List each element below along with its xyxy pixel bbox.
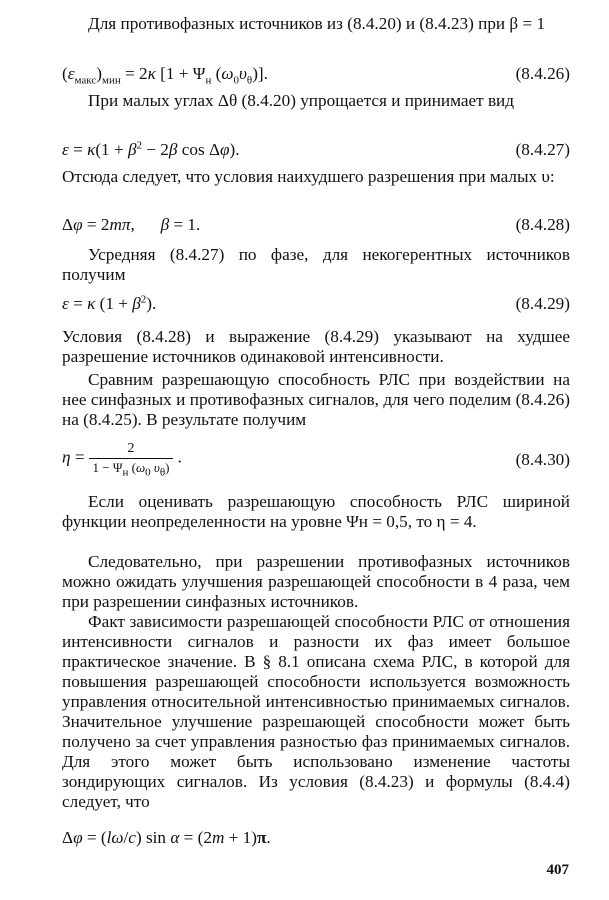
equation-phase-difference: [62, 828, 570, 850]
paragraph-fact: Факт зависимости разрешающей способности РЛС от отношения интенсивности сигналов и разности их фаз имеет большое практическое значение. В § 8.1 описана схема РЛС, в которой для повышения разрешающей способности используется возможность управления относительной интенсивностью принимаемых сигналов. Значительное улучшение разрешающей способности может быть получено за счет управления разностью фаз принимаемых сигналов. Для этого может быть использовано изменение частоты зондирующих сигналов. Из условия (8.4.23) и формулы (8.4.4) следует, что: [62, 612, 570, 811]
paragraph-ambiguity-width: Если оценивать разрешающую способность РЛС шириной функции неопределенности на уровне Ψн = 0,5, то η = 4.: [62, 492, 570, 531]
paragraph-worst-resolution: Отсюда следует, что условия наихудшего разрешения при малых υ:: [62, 167, 555, 186]
paragraph-averaging: Усредняя (8.4.27) по фазе, для некогерентных источников получим: [62, 245, 570, 284]
equation-number: (8.4.29): [515, 294, 570, 313]
paragraph-antiphase-intro: Для противофазных источников из (8.4.20) и (8.4.23) при β = 1: [88, 14, 546, 33]
equation-8-4-27: [62, 140, 570, 162]
fraction: [89, 440, 174, 477]
equation-8-4-29: [62, 294, 570, 316]
equation-number: (8.4.30): [515, 450, 570, 469]
equation-number: (8.4.28): [515, 215, 570, 234]
equation-formula: Δφ = (lω/c) sin α = (2m + 1)π.: [62, 828, 271, 847]
paragraph-conditions: Условия (8.4.28) и выражение (8.4.29) указывают на худшее разрешение источников одинаковой интенсивности.: [62, 327, 570, 366]
equation-formula: η = $\frac{2}{1 - \Psi_н (\omega_0 \upsilon_\theta)}$ .: [62, 441, 182, 479]
paragraph-compare: Сравним разрешающую способность РЛС при воздействии на нее синфазных и противофазных сигналов, для чего поделим (8.4.26) на (8.4.25). В результате получим: [62, 370, 570, 429]
equation-8-4-30: [62, 440, 570, 480]
page-number: 407: [546, 862, 569, 878]
equation-formula: Δφ = 2mπ, β = 1.: [62, 215, 201, 234]
equation-formula: $(\varepsilon_{макс})_{мин} = 2\kappa$ [$1 + \Psi_н$ $(\omega_0\upsilon_\theta)$].: [62, 64, 268, 87]
paragraph-small-angles: При малых углах Δθ (8.4.20) упрощается и принимает вид: [88, 91, 515, 110]
equation-formula: ε = κ $(1 + \beta^2)$.: [62, 293, 157, 313]
equation-formula: $\varepsilon = \kappa(1 + \beta^2 - 2\beta$ cos Δφ).: [62, 139, 240, 159]
fraction-denominator: $1 - \Psi_н$ ($\omega_0$ $\upsilon_\theta$): [89, 458, 174, 477]
equation-8-4-26: [62, 64, 570, 86]
equation-8-4-28: [62, 215, 570, 237]
fraction-numerator: 2: [127, 441, 135, 456]
paragraph-consequently: Следовательно, при разрешении противофазных источников можно ожидать улучшения разрешающей способности в 4 раза, чем при разрешении синфазных источников.: [62, 552, 570, 611]
equation-number: (8.4.27): [515, 140, 570, 159]
equation-number: (8.4.26): [515, 64, 570, 83]
